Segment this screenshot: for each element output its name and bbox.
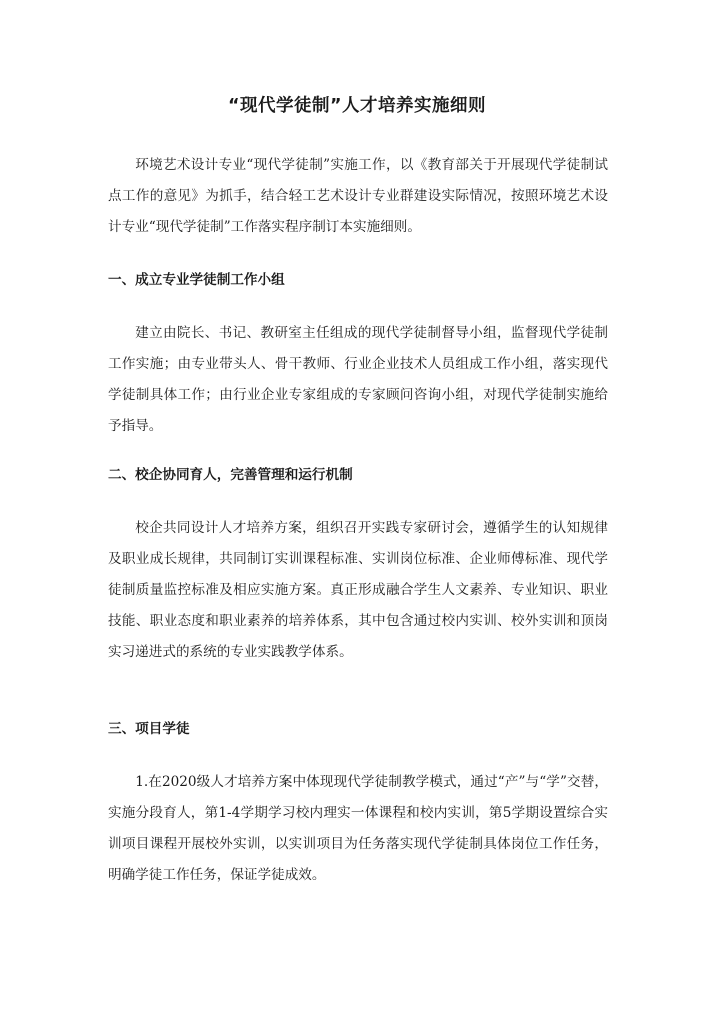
section-body-3: 1.在2020级人才培养方案中体现现代学徒制教学模式，通过“产”与“学”交替，实施分段育人，第1-4学期学习校内理实一体课程和校内实训，第5学期设置综合实训项目课程开展校外实训，以实训项目为任务落实现代学徒制具体岗位工作任务，明确学徒工作任务，保证学徒成效。	[108, 774, 608, 883]
section-heading-3: 三、项目学徒	[108, 721, 190, 737]
section-body-1: 建立由院长、书记、教研室主任组成的现代学徒制督导小组，监督现代学徒制工作实施；由专业带头人、骨干教师、行业企业技术人员组成工作小组，落实现代学徒制具体工作；由行业企业专家组成的专家顾问咨询小组，对现代学徒制实施给予指导。	[108, 325, 608, 434]
section-heading-1: 一、成立专业学徒制工作小组	[108, 272, 285, 288]
section-body-2: 校企共同设计人才培养方案，组织召开实践专家研讨会，遵循学生的认知规律及职业成长规律，共同制订实训课程标准、实训岗位标准、企业师傅标准、现代学徒制质量监控标准及相应实施方案。真正形成融合学生人文素养、专业知识、职业技能、职业态度和职业素养的培养体系，其中包含通过校内实训、校外实训和顶岗实习递进式的系统的专业实践教学体系。	[108, 520, 608, 660]
section-heading-2: 二、校企协同育人，完善管理和运行机制	[108, 467, 353, 483]
intro-paragraph: 环境艺术设计专业“现代学徒制”实施工作，以《教育部关于开展现代学徒制试点工作的意见》为抓手，结合轻工艺术设计专业群建设实际情况，按照环境艺术设计专业“现代学徒制”工作落实程序制订本实施细则。	[108, 157, 608, 235]
document-title: “现代学徒制”人才培养实施细则	[227, 96, 486, 116]
